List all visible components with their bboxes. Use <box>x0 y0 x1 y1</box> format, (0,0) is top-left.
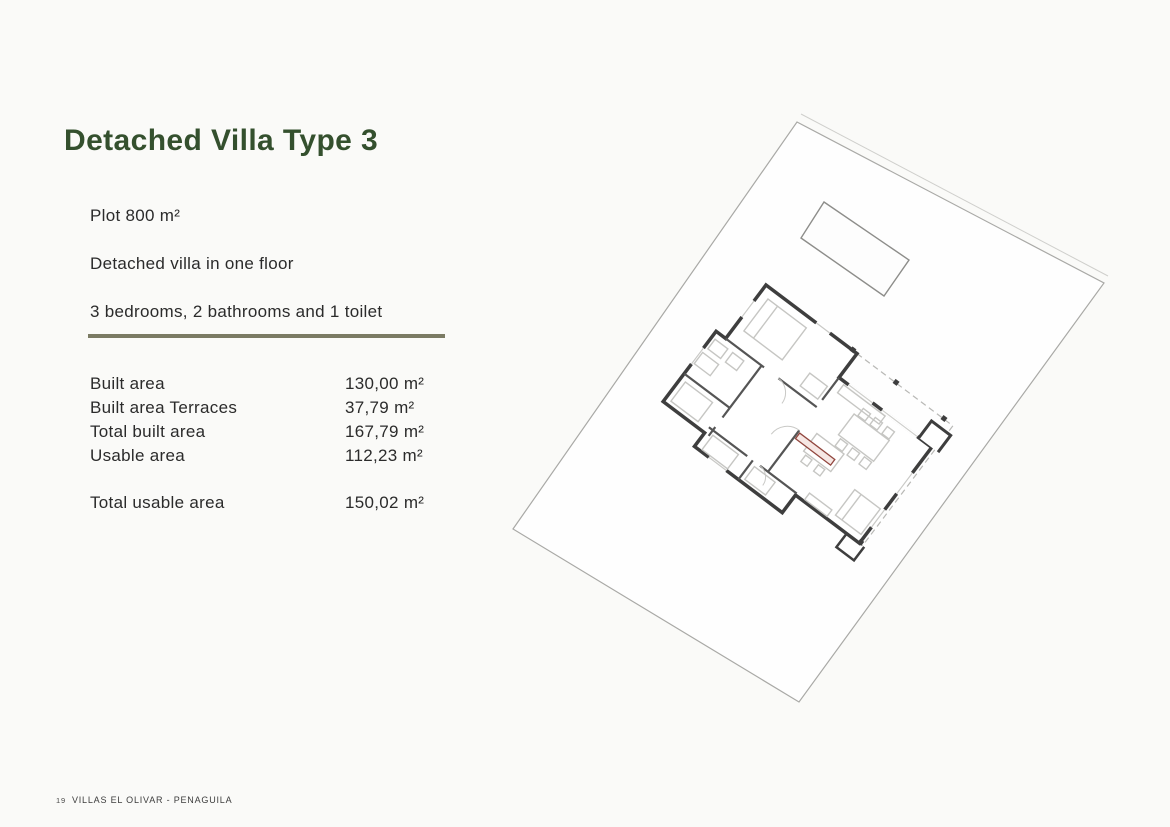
page-title: Detached Villa Type 3 <box>64 124 379 157</box>
spec-value-built-area: 130,00 m² <box>345 374 425 393</box>
page-footer <box>56 795 232 805</box>
spec-label-usable-area: Usable area <box>90 446 185 465</box>
spec-label-built-area: Built area <box>90 374 165 393</box>
footer-project-name: VILLAS EL OLIVAR - PENAGUILA <box>71 795 233 805</box>
footer-page-number: 19 <box>56 796 66 805</box>
spec-value-total-built-area: 167,79 m² <box>345 422 425 441</box>
spec-label-total-usable-area: Total usable area <box>90 493 225 512</box>
plot-size-line: Plot 800 m² <box>90 206 181 225</box>
spec-value-total-usable-area: 150,02 m² <box>345 493 425 512</box>
rooms-line: 3 bedrooms, 2 bathrooms and 1 toilet <box>90 302 383 321</box>
description-line: Detached villa in one floor <box>90 254 294 273</box>
spec-value-built-area-terraces: 37,79 m² <box>345 398 415 417</box>
spec-value-usable-area: 112,23 m² <box>345 446 423 465</box>
section-divider <box>88 334 445 338</box>
spec-label-total-built-area: Total built area <box>90 422 206 441</box>
spec-label-built-area-terraces: Built area Terraces <box>90 398 238 417</box>
